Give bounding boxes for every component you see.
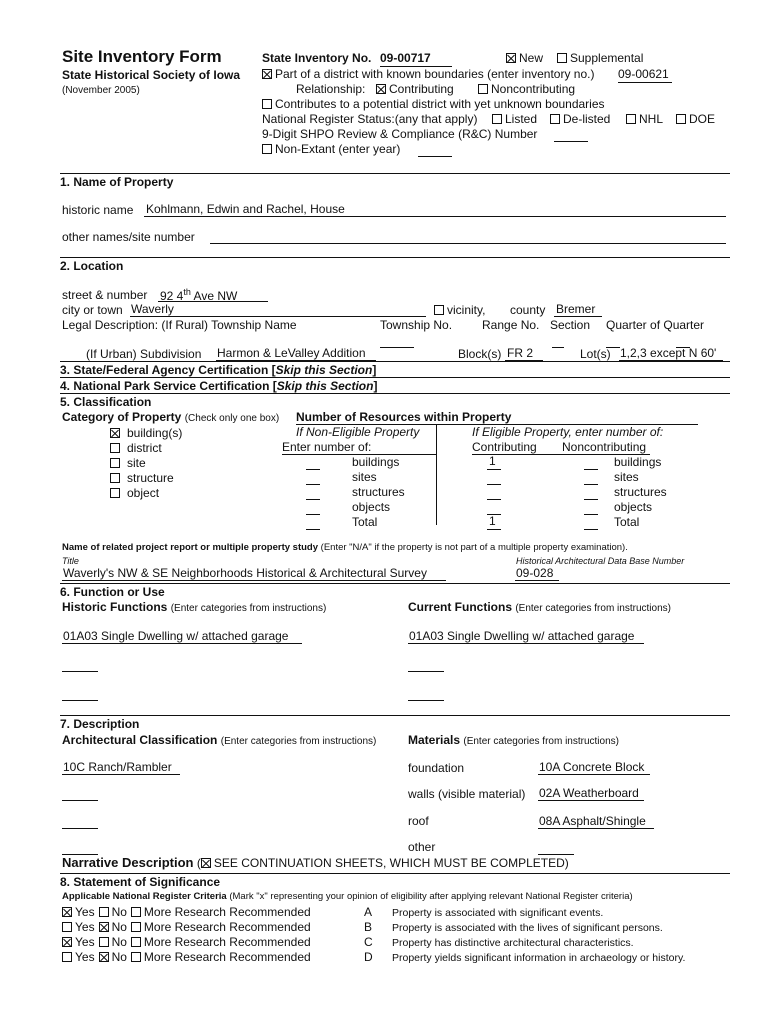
non-eligible-count-field[interactable] (306, 484, 320, 485)
range-no-label: Range No. (482, 318, 540, 332)
non-eligible-count-field[interactable] (306, 469, 320, 470)
criteria-letter: B (364, 920, 373, 934)
society-name: State Historical Society of Iowa (62, 68, 241, 82)
potential-district-checkbox[interactable] (262, 99, 272, 109)
street-label: street & number (62, 288, 148, 302)
criteria-letter: C (364, 935, 373, 949)
resource-type-label: sites (614, 470, 639, 484)
nhl-option[interactable]: NHL (626, 113, 663, 127)
criteria-more-research-checkbox[interactable] (131, 907, 141, 917)
criteria-letter: D (364, 950, 373, 964)
category-option[interactable]: building(s) (110, 427, 182, 441)
roof-field[interactable]: 08A Asphalt/Shingle (539, 814, 646, 828)
noncontributing-checkbox[interactable] (478, 84, 488, 94)
historic-function-field[interactable]: 01A03 Single Dwelling w/ attached garage (63, 629, 289, 643)
historic-functions-label: Historic Functions (Enter categories from instructions) (62, 600, 327, 614)
contributing-count-field[interactable] (487, 529, 501, 530)
resource-type-label: buildings (614, 455, 662, 469)
township-no-label: Township No. (380, 318, 453, 332)
nonextant-year-field[interactable] (418, 156, 452, 157)
non-eligible-count-field[interactable] (306, 529, 320, 530)
doe-option[interactable]: DOE (676, 113, 715, 127)
contributing-count-field[interactable] (487, 484, 501, 485)
other-names-field[interactable] (210, 243, 726, 244)
current-function-field[interactable]: 01A03 Single Dwelling w/ attached garage (409, 629, 635, 643)
materials-label: Materials (Enter categories from instructions) (408, 733, 619, 747)
section-field[interactable] (552, 347, 564, 348)
criteria-yes-checkbox[interactable] (62, 922, 72, 932)
category-option[interactable]: site (110, 457, 146, 471)
category-checkbox[interactable] (110, 488, 120, 498)
delisted-option[interactable]: De-listed (550, 113, 610, 127)
inventory-label: State Inventory No. (262, 51, 372, 65)
criteria-yes-checkbox[interactable] (62, 952, 72, 962)
nonextant-option[interactable]: Non-Extant (enter year) (262, 143, 400, 157)
contributing-count-field[interactable] (487, 469, 501, 470)
foundation-label: foundation (408, 761, 465, 775)
township-no-field[interactable] (380, 347, 414, 348)
district-option[interactable]: Part of a district with known boundaries (enter inventory no.) (262, 68, 595, 82)
criteria-description: Property yields significant information in archaeology or history. (392, 952, 686, 964)
resources-label: Number of Resources within Property (296, 410, 512, 424)
criteria-description: Property has distinctive architectural characteristics. (392, 937, 634, 949)
category-option[interactable]: structure (110, 472, 174, 486)
other-names-label: other names/site number (62, 230, 195, 244)
criteria-more-research-checkbox[interactable] (131, 937, 141, 947)
county-field[interactable]: Bremer (556, 302, 596, 316)
district-checkbox[interactable] (262, 69, 272, 79)
section-5-heading: 5. Classification (60, 393, 730, 410)
resource-type-label: Total (352, 515, 378, 529)
criteria-more-research-checkbox[interactable] (131, 922, 141, 932)
new-option[interactable]: New (506, 52, 543, 66)
section-1-heading: 1. Name of Property (60, 173, 730, 190)
category-checkbox[interactable] (110, 443, 120, 453)
nr-status-label: National Register Status:(any that apply) (262, 112, 478, 126)
walls-label: walls (visible material) (408, 787, 526, 801)
database-label: Historical Architectural Data Base Number (516, 556, 685, 566)
criteria-no-checkbox[interactable] (99, 907, 109, 917)
subdivision-field[interactable]: Harmon & LeValley Addition (217, 346, 366, 360)
non-eligible-label: If Non-Eligible Property (296, 425, 420, 439)
category-label: Category of Property (Check only one box) (62, 410, 280, 424)
resource-type-label: sites (352, 470, 377, 484)
noncontributing-count-field[interactable] (584, 529, 598, 530)
related-study-label: Name of related project report or multiple property study (Enter "N/A" if the property is not part of a multiple property examination). (62, 542, 628, 553)
contributing-count-field[interactable] (487, 499, 501, 500)
lots-field[interactable]: 1,2,3 except N 60' (620, 346, 717, 360)
database-number-field[interactable]: 09-028 (516, 566, 554, 580)
roof-label: roof (408, 814, 429, 828)
historic-name-field[interactable]: Kohlmann, Edwin and Rachel, House (146, 202, 345, 216)
section-8-heading: 8. Statement of Significance (60, 873, 730, 890)
arch-class-2-field[interactable] (62, 800, 98, 801)
criteria-letter: A (364, 905, 373, 919)
arch-class-3-field[interactable] (62, 828, 98, 829)
legal-description-label: Legal Description: (If Rural) Township Name (62, 318, 297, 332)
narrative-checkbox[interactable] (201, 858, 211, 868)
street-field[interactable]: 92 4th Ave NW (160, 287, 238, 303)
section-3-heading: 3. State/Federal Agency Certification [Skip this Section] (60, 361, 730, 378)
vicinity-checkbox[interactable] (434, 305, 444, 315)
noncontributing-count-field[interactable] (584, 484, 598, 485)
contributing-col-label: Contributing (472, 440, 537, 454)
form-title: Site Inventory Form (62, 47, 222, 66)
other-material-label: other (408, 840, 436, 854)
resource-type-label: Total (614, 515, 640, 529)
supplemental-option[interactable]: Supplemental (557, 52, 643, 66)
contributing-count-value: 1 (489, 514, 496, 528)
arch-class-field[interactable]: 10C Ranch/Rambler (63, 760, 172, 774)
historic-function-3-field[interactable] (62, 700, 98, 701)
shpo-label: 9-Digit SHPO Review & Compliance (R&C) Number (262, 127, 538, 141)
historic-name-label: historic name (62, 203, 134, 217)
noncontributing-col-label: Noncontributing (562, 440, 647, 454)
shpo-number-field[interactable] (554, 141, 588, 142)
resource-type-label: buildings (352, 455, 400, 469)
current-function-3-field[interactable] (408, 700, 444, 701)
non-eligible-count-field[interactable] (306, 514, 320, 515)
delisted-checkbox[interactable] (550, 114, 560, 124)
city-label: city or town (62, 303, 123, 317)
section-4-heading: 4. National Park Service Certification [Skip this Section] (60, 377, 730, 394)
criteria-no-checkbox[interactable] (99, 937, 109, 947)
current-function-2-field[interactable] (408, 671, 444, 672)
resource-type-label: objects (614, 500, 653, 514)
resources-divider (436, 424, 437, 525)
nonextant-checkbox[interactable] (262, 144, 272, 154)
inventory-number[interactable]: 09-00717 (380, 52, 452, 67)
nhl-checkbox[interactable] (626, 114, 636, 124)
foundation-field[interactable]: 10A Concrete Block (539, 760, 645, 774)
listed-option[interactable]: Listed (492, 113, 537, 127)
historic-function-2-field[interactable] (62, 671, 98, 672)
potential-district-option[interactable]: Contributes to a potential district with yet unknown boundaries (262, 98, 605, 112)
category-checkbox[interactable] (110, 473, 120, 483)
contributing-checkbox[interactable] (376, 84, 386, 94)
criteria-no-checkbox[interactable] (99, 952, 109, 962)
criteria-no-checkbox[interactable] (99, 922, 109, 932)
urban-subdivision-label: (If Urban) Subdivision (86, 347, 202, 361)
noncontributing-count-field[interactable] (584, 514, 598, 515)
section-label: Section (550, 318, 591, 332)
new-checkbox[interactable] (506, 53, 516, 63)
criteria-row: Yes No More Research Recommended (62, 936, 315, 950)
category-checkbox[interactable] (110, 458, 120, 468)
resource-type-label: structures (614, 485, 667, 499)
section-7-heading: 7. Description (60, 715, 730, 732)
noncontributing-option[interactable]: Noncontributing (478, 83, 575, 97)
category-option[interactable]: district (110, 442, 162, 456)
county-label: county (510, 303, 546, 317)
supplemental-checkbox[interactable] (557, 53, 567, 63)
contributing-count-value: 1 (489, 454, 496, 468)
contributing-option[interactable]: Contributing (376, 83, 454, 97)
non-eligible-count-field[interactable] (306, 499, 320, 500)
walls-field[interactable]: 02A Weatherboard (539, 786, 639, 800)
criteria-label: Applicable National Register Criteria (Mark "x" representing your opinion of eligibility after applying relevant National Register criteria) (62, 891, 633, 902)
lots-label: Lot(s) (580, 347, 611, 361)
resource-type-label: objects (352, 500, 391, 514)
criteria-yes-checkbox[interactable] (62, 907, 72, 917)
city-field[interactable]: Waverly (131, 302, 174, 316)
noncontributing-count-field[interactable] (584, 469, 598, 470)
listed-checkbox[interactable] (492, 114, 502, 124)
form-date: (November 2005) (62, 85, 140, 96)
criteria-description: Property is associated with the lives of significant persons. (392, 922, 663, 934)
other-material-field[interactable] (538, 854, 574, 855)
vicinity-option[interactable]: vicinity, (434, 304, 485, 318)
category-checkbox[interactable] (110, 428, 120, 438)
narrative-description: Narrative Description ( SEE CONTINUATION SHEETS, WHICH MUST BE COMPLETED) (62, 855, 569, 870)
eligible-label: If Eligible Property, enter number of: (472, 425, 664, 439)
criteria-row: Yes No More Research Recommended (62, 921, 315, 935)
enter-number-label: Enter number of: (282, 440, 372, 454)
relationship-label: Relationship: (296, 82, 366, 96)
section-6-heading: 6. Function or Use (60, 583, 730, 600)
current-functions-label: Current Functions (Enter categories from instructions) (408, 600, 671, 614)
arch-class-label: Architectural Classification (Enter categories from instructions) (62, 733, 377, 747)
category-option[interactable]: object (110, 487, 159, 501)
title-label: Title (62, 556, 79, 566)
quarter-label: Quarter of Quarter (606, 318, 705, 332)
district-number[interactable]: 09-00621 (618, 68, 672, 83)
blocks-label: Block(s) (458, 347, 502, 361)
doe-checkbox[interactable] (676, 114, 686, 124)
noncontributing-count-field[interactable] (584, 499, 598, 500)
survey-title-field[interactable]: Waverly's NW & SE Neighborhoods Historical & Architectural Survey (63, 566, 427, 580)
blocks-field[interactable]: FR 2 (507, 346, 534, 360)
criteria-description: Property is associated with significant events. (392, 907, 604, 919)
criteria-yes-checkbox[interactable] (62, 937, 72, 947)
city-line (130, 316, 426, 317)
criteria-more-research-checkbox[interactable] (131, 952, 141, 962)
criteria-row: Yes No More Research Recommended (62, 951, 315, 965)
section-2-heading: 2. Location (60, 257, 730, 274)
criteria-row: Yes No More Research Recommended (62, 906, 315, 920)
resource-type-label: structures (352, 485, 405, 499)
